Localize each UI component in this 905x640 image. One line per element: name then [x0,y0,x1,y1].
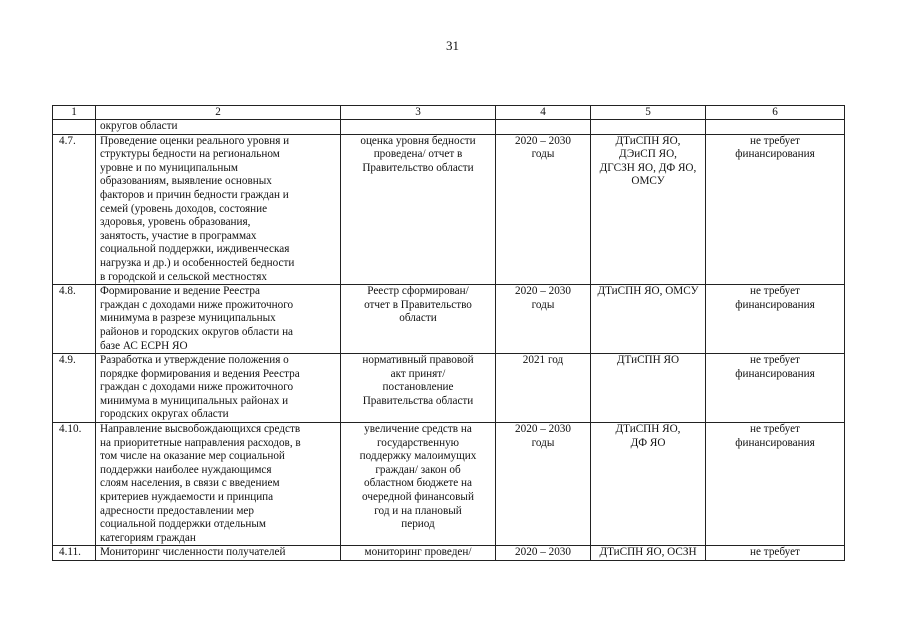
funding-cell [706,120,845,135]
row-number: 4.8. [53,285,96,354]
funding-cell: не требует финансирования [706,134,845,285]
executors-cell: ДТиСПН ЯО, ДЭиСП ЯО, ДГСЗН ЯО, ДФ ЯО, ОМСУ [591,134,706,285]
activity-table [52,105,845,561]
funding-cell: не требует [706,546,845,561]
header-cell: 5 [591,106,706,120]
table-row [53,285,845,354]
page-number: 31 [446,38,459,53]
period-cell: 2021 год [496,354,591,423]
header-cell: 2 [96,106,341,120]
row-number: 4.7. [53,134,96,285]
header-cell: 6 [706,106,845,120]
period-cell [496,120,591,135]
header-row [53,106,845,120]
result-cell: оценка уровня бедности проведена/ отчет в Правительство области [341,134,496,285]
activity-cell: округов области [96,120,341,135]
table-row [53,354,845,423]
table-row [53,134,845,285]
header-cell: 4 [496,106,591,120]
header-cell: 1 [53,106,96,120]
activity-cell: Мониторинг численности получателей [96,546,341,561]
result-cell: Реестр сформирован/ отчет в Правительство области [341,285,496,354]
executors-cell: ДТиСПН ЯО, ОМСУ [591,285,706,354]
funding-cell: не требует финансирования [706,354,845,423]
continuation-row [53,120,845,135]
row-number: 4.11. [53,546,96,561]
executors-cell [591,120,706,135]
result-cell: увеличение средств на государственную поддержку малоимущих граждан/ закон об областном бюджете на очередной финансовый год и на плановый период [341,423,496,546]
period-cell: 2020 – 2030 годы [496,423,591,546]
period-cell: 2020 – 2030 [496,546,591,561]
activity-cell: Направление высвобождающихся средств на приоритетные направления расходов, в том числе на оказание мер социальной поддержки наиболее нуждающимся слоям населения, в связи с введением критериев нуждаемости и принципа адресности предоставлении мер социальной поддержки отдельным категориям граждан [96,423,341,546]
funding-cell: не требует финансирования [706,423,845,546]
row-number: 4.9. [53,354,96,423]
activity-cell: Разработка и утверждение положения о порядке формирования и ведения Реестра граждан с доходами ниже прожиточного минимума в муниципальных районах и городских округах области [96,354,341,423]
header-cell: 3 [341,106,496,120]
executors-cell: ДТиСПН ЯО, ДФ ЯО [591,423,706,546]
period-cell: 2020 – 2030 годы [496,285,591,354]
row-number [53,120,96,135]
executors-cell: ДТиСПН ЯО [591,354,706,423]
table-row [53,546,845,561]
result-cell [341,120,496,135]
table-row [53,423,845,546]
row-number: 4.10. [53,423,96,546]
table-body [53,106,845,561]
funding-cell: не требует финансирования [706,285,845,354]
period-cell: 2020 – 2030 годы [496,134,591,285]
activity-cell: Формирование и ведение Реестра граждан с доходами ниже прожиточного минимума в разрезе муниципальных районов и городских округов области на базе АС ЕСРН ЯО [96,285,341,354]
activity-cell: Проведение оценки реального уровня и структуры бедности на региональном уровне и по муниципальным образованиям, выявление основных факторов и причин бедности граждан и семей (уровень доходов, состояние здоровья, уровень образования, занятость, участие в программах социальной поддержки, иждивенческая нагрузка и др.) и особенностей бедности в городской и сельской местностях [96,134,341,285]
result-cell: нормативный правовой акт принят/ постановление Правительства области [341,354,496,423]
executors-cell: ДТиСПН ЯО, ОСЗН [591,546,706,561]
result-cell: мониторинг проведен/ [341,546,496,561]
